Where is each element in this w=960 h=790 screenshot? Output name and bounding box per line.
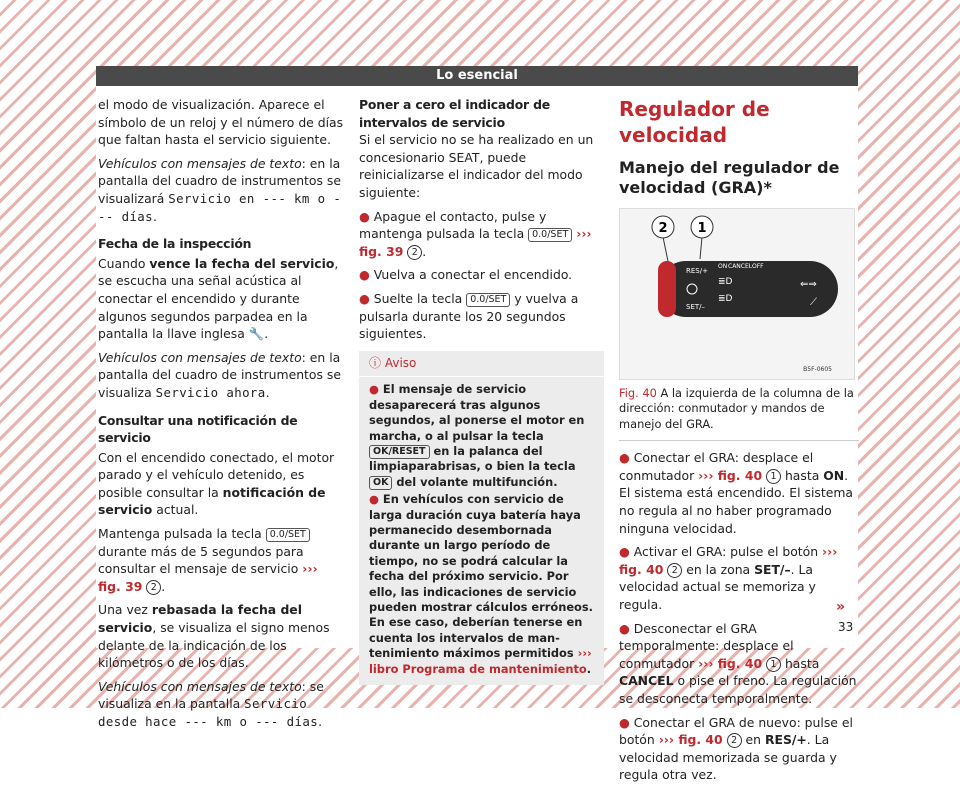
figure-code: B5F-0605: [803, 366, 832, 373]
column-left: [98, 96, 344, 737]
figure-link[interactable]: ››› fig. 40: [658, 732, 723, 748]
figure-link[interactable]: ››› fig. 39: [359, 226, 592, 259]
notice-header: ⓘ Aviso: [359, 351, 604, 378]
list-item: ● Suelte la tecla 0.0/SET y vuelva a pulsarla durante los 20 segundos siguientes.: [359, 290, 579, 342]
svg-text:⟋: ⟋: [810, 297, 817, 308]
callout-number: 2: [146, 580, 161, 595]
list-item: ● Conectar el GRA de nuevo: pulse el botón ››› fig. 40 2 en RES/+. La velocidad memorizada se guarda y regula otra vez.: [619, 714, 853, 783]
bullet-icon: ●: [619, 620, 630, 636]
section-subtitle: Manejo del regulador de velocidad (GRA)*: [619, 158, 840, 197]
info-icon: ⓘ: [369, 355, 382, 370]
column-middle: [359, 96, 604, 685]
notice-item: ● En vehículos con servicio de larga duración cuya batería haya permanecido desembornada durante un largo período de tiempo, no se podrá calcular la fecha del próximo servicio. Por ello, las indicaciones de servicio pueden mostrar cálculos erróneos. En ese caso, deberían tenerse en cuenta los intervalos de mantenimiento máximos permitidos ››› libro Programa de mantenimiento.: [369, 492, 593, 676]
key-label: OK/RESET: [369, 445, 430, 459]
paragraph: Una vez rebasada la fecha del servicio, se visualiza el signo menos delante de la indicación de los kilómetros o de los días.: [98, 602, 330, 671]
callout-2: 2: [658, 221, 668, 236]
paragraph: Vehículos con mensajes de texto: se visualiza en la pantalla Servicio desde hace --- km o --- días.: [98, 678, 324, 729]
notice-item: ● El mensaje de servicio desaparecerá tras algunos segundos, al ponerse el motor en marcha, o al pulsar la tecla OK/RESET en la palanca del limpiaparabrisas, o bien la tecla OK del volante multifunción.: [369, 382, 585, 489]
bullet-icon: ●: [369, 492, 379, 507]
notice-box: [359, 351, 604, 685]
svg-text:≣D: ≣D: [718, 294, 733, 304]
list-item: ● Conectar el GRA: desplace el conmutador ››› fig. 40 1 hasta ON. El sistema está encendido. El sistema no regula al no haber programado ninguna velocidad.: [619, 450, 854, 536]
bullet-icon: ●: [619, 450, 630, 466]
heading-poner-a-cero: Poner a cero el indicador de intervalos de servicio: [359, 97, 550, 130]
wrench-icon: 🔧: [248, 326, 265, 342]
bullet-icon: ●: [369, 382, 379, 397]
callout-number: 1: [766, 469, 781, 484]
paragraph: Vehículos con mensajes de texto: en la pantalla del cuadro de instrumentos se visualiza Servicio ahora.: [98, 349, 341, 400]
callout-number: 2: [727, 733, 742, 748]
list-item: ● Apague el contacto, pulse y mantenga pulsada la tecla 0.0/SET ››› fig. 39 2 .: [359, 208, 592, 259]
section-header: Lo esencial: [96, 66, 858, 86]
callout-number: 2: [667, 563, 682, 578]
bullet-icon: ●: [619, 714, 630, 730]
list-item: ● Vuelva a conectar el encendido.: [359, 267, 573, 283]
svg-text:≣D: ≣D: [718, 277, 733, 287]
label-cancel: CANCEL: [728, 263, 753, 270]
list-item: ● Desconectar el GRA temporalmente: desplace el conmutador ››› fig. 40 1 hasta CANCEL o pise el freno. La regulación se desconecta temporalmente.: [619, 620, 857, 706]
page-number: 33: [838, 620, 854, 634]
section-title: Regulador de velocidad: [619, 97, 770, 147]
callout-1: 1: [697, 221, 707, 236]
key-label: 0.0/SET: [528, 228, 572, 242]
paragraph: Vehículos con mensajes de texto: en la pantalla del cuadro de instrumentos se visualizará Servicio en --- km o --- días.: [98, 155, 342, 224]
label-set: SET/–: [686, 303, 706, 311]
heading-fecha-inspeccion: Fecha de la inspección: [98, 236, 252, 252]
label-on: ON: [718, 263, 728, 270]
callout-number: 2: [407, 245, 422, 260]
notice-body: [359, 377, 604, 685]
paragraph: Mantenga pulsada la tecla 0.0/SET durante más de 5 segundos para consultar el mensaje de servicio ››› fig. 39 2 .: [98, 526, 318, 594]
continue-arrow: »: [836, 599, 846, 615]
paragraph: el modo de visualización. Aparece el símbolo de un reloj y el número de días que faltan hasta el servicio siguiente.: [98, 97, 344, 148]
heading-consultar-notificacion: Consultar una notificación de servicio: [98, 412, 298, 446]
figure-caption: Fig. 40 A la izquierda de la columna de la dirección: conmutador y mandos de manejo del GRA.: [619, 386, 859, 441]
bullet-icon: ●: [359, 267, 370, 283]
key-label: OK: [369, 476, 392, 490]
figure-link[interactable]: ››› fig. 40: [698, 467, 763, 483]
bullet-icon: ●: [619, 544, 630, 560]
key-label: 0.0/SET: [266, 528, 310, 542]
key-label: 0.0/SET: [466, 293, 510, 307]
callout-number: 1: [766, 657, 781, 672]
paragraph: Si el servicio no se ha realizado en un concesionario SEAT, puede reinicializarse el indicador del modo siguiente:: [359, 132, 594, 200]
book-link[interactable]: ››› libro Programa de mantenimiento: [369, 646, 592, 676]
bullet-icon: ●: [359, 290, 370, 306]
bullet-icon: ●: [359, 208, 370, 224]
svg-text:⇐⇒: ⇐⇒: [800, 279, 817, 290]
paragraph: Con el encendido conectado, el motor parado y el vehículo detenido, es posible consultar la notificación de servicio actual.: [98, 449, 335, 518]
column-right: [619, 96, 859, 790]
figure-link[interactable]: ››› fig. 40: [698, 655, 763, 671]
label-off: OFF: [752, 263, 764, 270]
figure-link[interactable]: ››› fig. 40: [619, 544, 838, 577]
paragraph: Cuando vence la fecha del servicio, se escucha una señal acústica al conectar el encendido y durante algunos segundos parpadea en la pantalla la llave inglesa 🔧.: [98, 255, 339, 342]
cruise-control-stalk-illustration: [620, 209, 854, 379]
figure-link[interactable]: ››› fig. 39: [98, 561, 318, 594]
label-res: RES/+: [686, 267, 708, 275]
figure-40: [619, 208, 855, 380]
list-item: ● Activar el GRA: pulse el botón ››› fig. 40 2 en la zona SET/–. La velocidad actual se memoriza y regula.: [619, 544, 838, 612]
